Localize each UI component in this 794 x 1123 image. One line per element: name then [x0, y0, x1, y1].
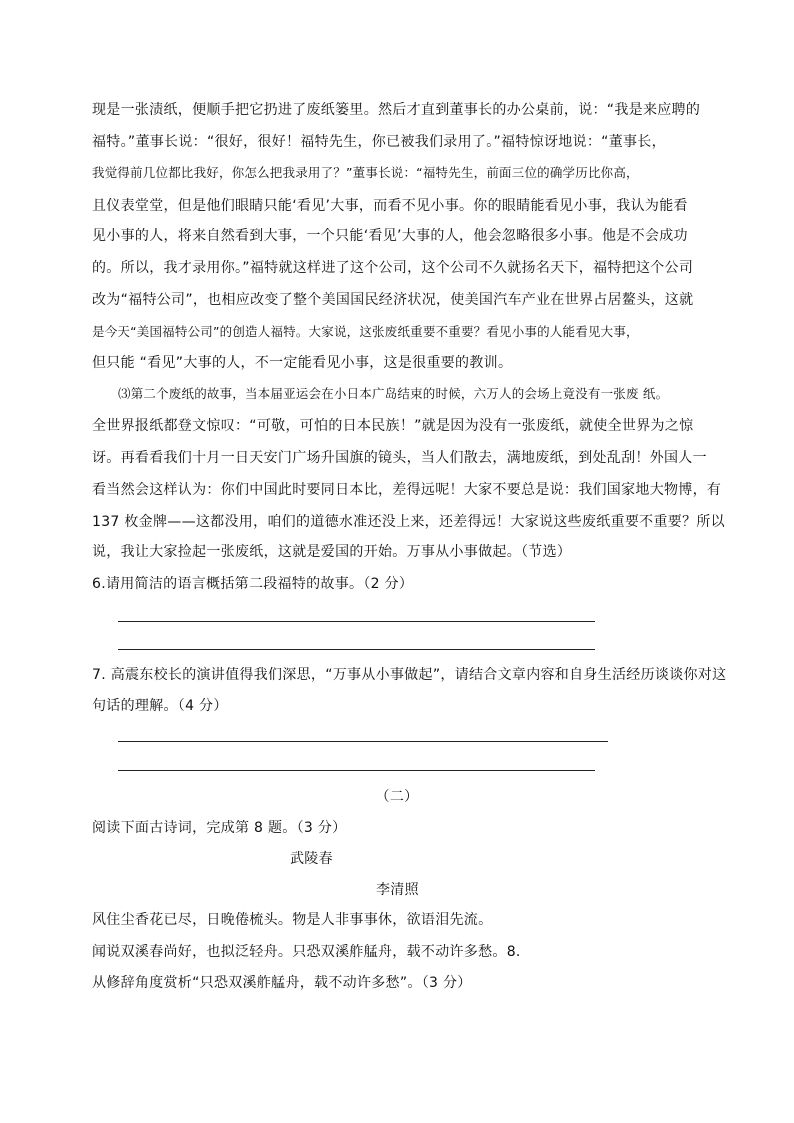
passage-line: 讶。再看看我们十月一日天安门广场升国旗的镜头，当人们散去，满地废纸，到处乱刮！外国人一 — [92, 450, 707, 466]
section-heading: （二） — [375, 789, 419, 805]
passage-line: 137 枚金牌——这都没用，咱们的道德水准还没上来，还差得远！大家说这些废纸重要不重要？所以 — [92, 514, 725, 530]
passage-line: 看当然会这样认为：你们中国此时要同日本比，差得远呢！大家不要总是说：我们国家地大物博，有 — [92, 482, 722, 498]
answer-line[interactable] — [118, 770, 595, 771]
passage-line: 但只能 “看见”大事的人，不一定能看见小事，这是很重要的教训。 — [92, 355, 513, 371]
question-6: 6.请用简洁的语言概括第二段福特的故事。（2 分） — [92, 576, 414, 592]
passage-line: 是今天“美国福特公司”的创造人福特。大家说，这张废纸重要不重要？看见小事的人能看见大事， — [92, 324, 639, 339]
passage-line: 改为“福特公司”，也相应改变了整个美国国民经济状况，使美国汽车产业在世界占居鳌头，这就 — [92, 292, 694, 308]
answer-line[interactable] — [118, 621, 595, 622]
passage-line: 说，我让大家捡起一张废纸，这就是爱国的开始。万事从小事做起。（节选） — [92, 544, 572, 560]
passage-line: 的。所以，我才录用你。”福特就这样进了这个公司，这个公司不久就扬名天下，福特把这个公司 — [92, 260, 694, 276]
answer-line[interactable] — [118, 741, 608, 742]
poem-author: 李清照 — [376, 882, 419, 898]
passage-line: 我觉得前几位都比我好，你怎么把我录用了？”董事长说：“福特先生，前面三位的确学历比你高， — [92, 165, 639, 180]
poem-line: 风住尘香花已尽，日晚倦梳头。物是人非事事休，欲语泪先流。 — [92, 912, 493, 928]
poem-line: 闻说双溪春尚好，也拟泛轻舟。只恐双溪舴艋舟，载不动许多愁。8. — [92, 944, 521, 960]
section-intro: 阅读下面古诗词，完成第 8 题。（3 分） — [92, 820, 347, 836]
answer-line[interactable] — [118, 649, 595, 650]
passage-line: 且仪表堂堂，但是他们眼睛只能‘看见’大事，而看不见小事。你的眼睛能看见小事，我认为能看 — [92, 198, 688, 214]
question-8: 从修辞角度赏析“只恐双溪舴艋舟，载不动许多愁”。（3 分） — [92, 975, 472, 991]
passage-line: 全世界报纸都登文惊叹：“可敬，可怕的日本民族！”就是因为没有一张废纸，就使全世界为之惊 — [92, 418, 694, 434]
passage-line: 现是一张渍纸，便顺手把它扔进了废纸篓里。然后才直到董事长的办公桌前，说：“我是来应聘的 — [92, 102, 701, 118]
question-7: 7. 高震东校长的演讲值得我们深思，“万事从小事做起”，请结合文章内容和自身生活经历谈谈你对这 — [92, 667, 727, 683]
question-7-cont: 句话的理解。（4 分） — [92, 698, 228, 714]
passage-line: ⑶第二个废纸的故事，当本届亚运会在小日本广岛结束的时候，六万人的会场上竟没有一张废 纸。 — [118, 386, 669, 401]
passage-line: 见小事的人，将来自然看到大事，一个只能‘看见’大事的人，他会忽略很多小事。他是不会成功 — [92, 228, 688, 244]
passage-line: 福特。”董事长说：“很好，很好！福特先生，你已被我们录用了。”福特惊讶地说：“董事长， — [92, 134, 666, 150]
poem-title: 武陵春 — [290, 851, 333, 867]
